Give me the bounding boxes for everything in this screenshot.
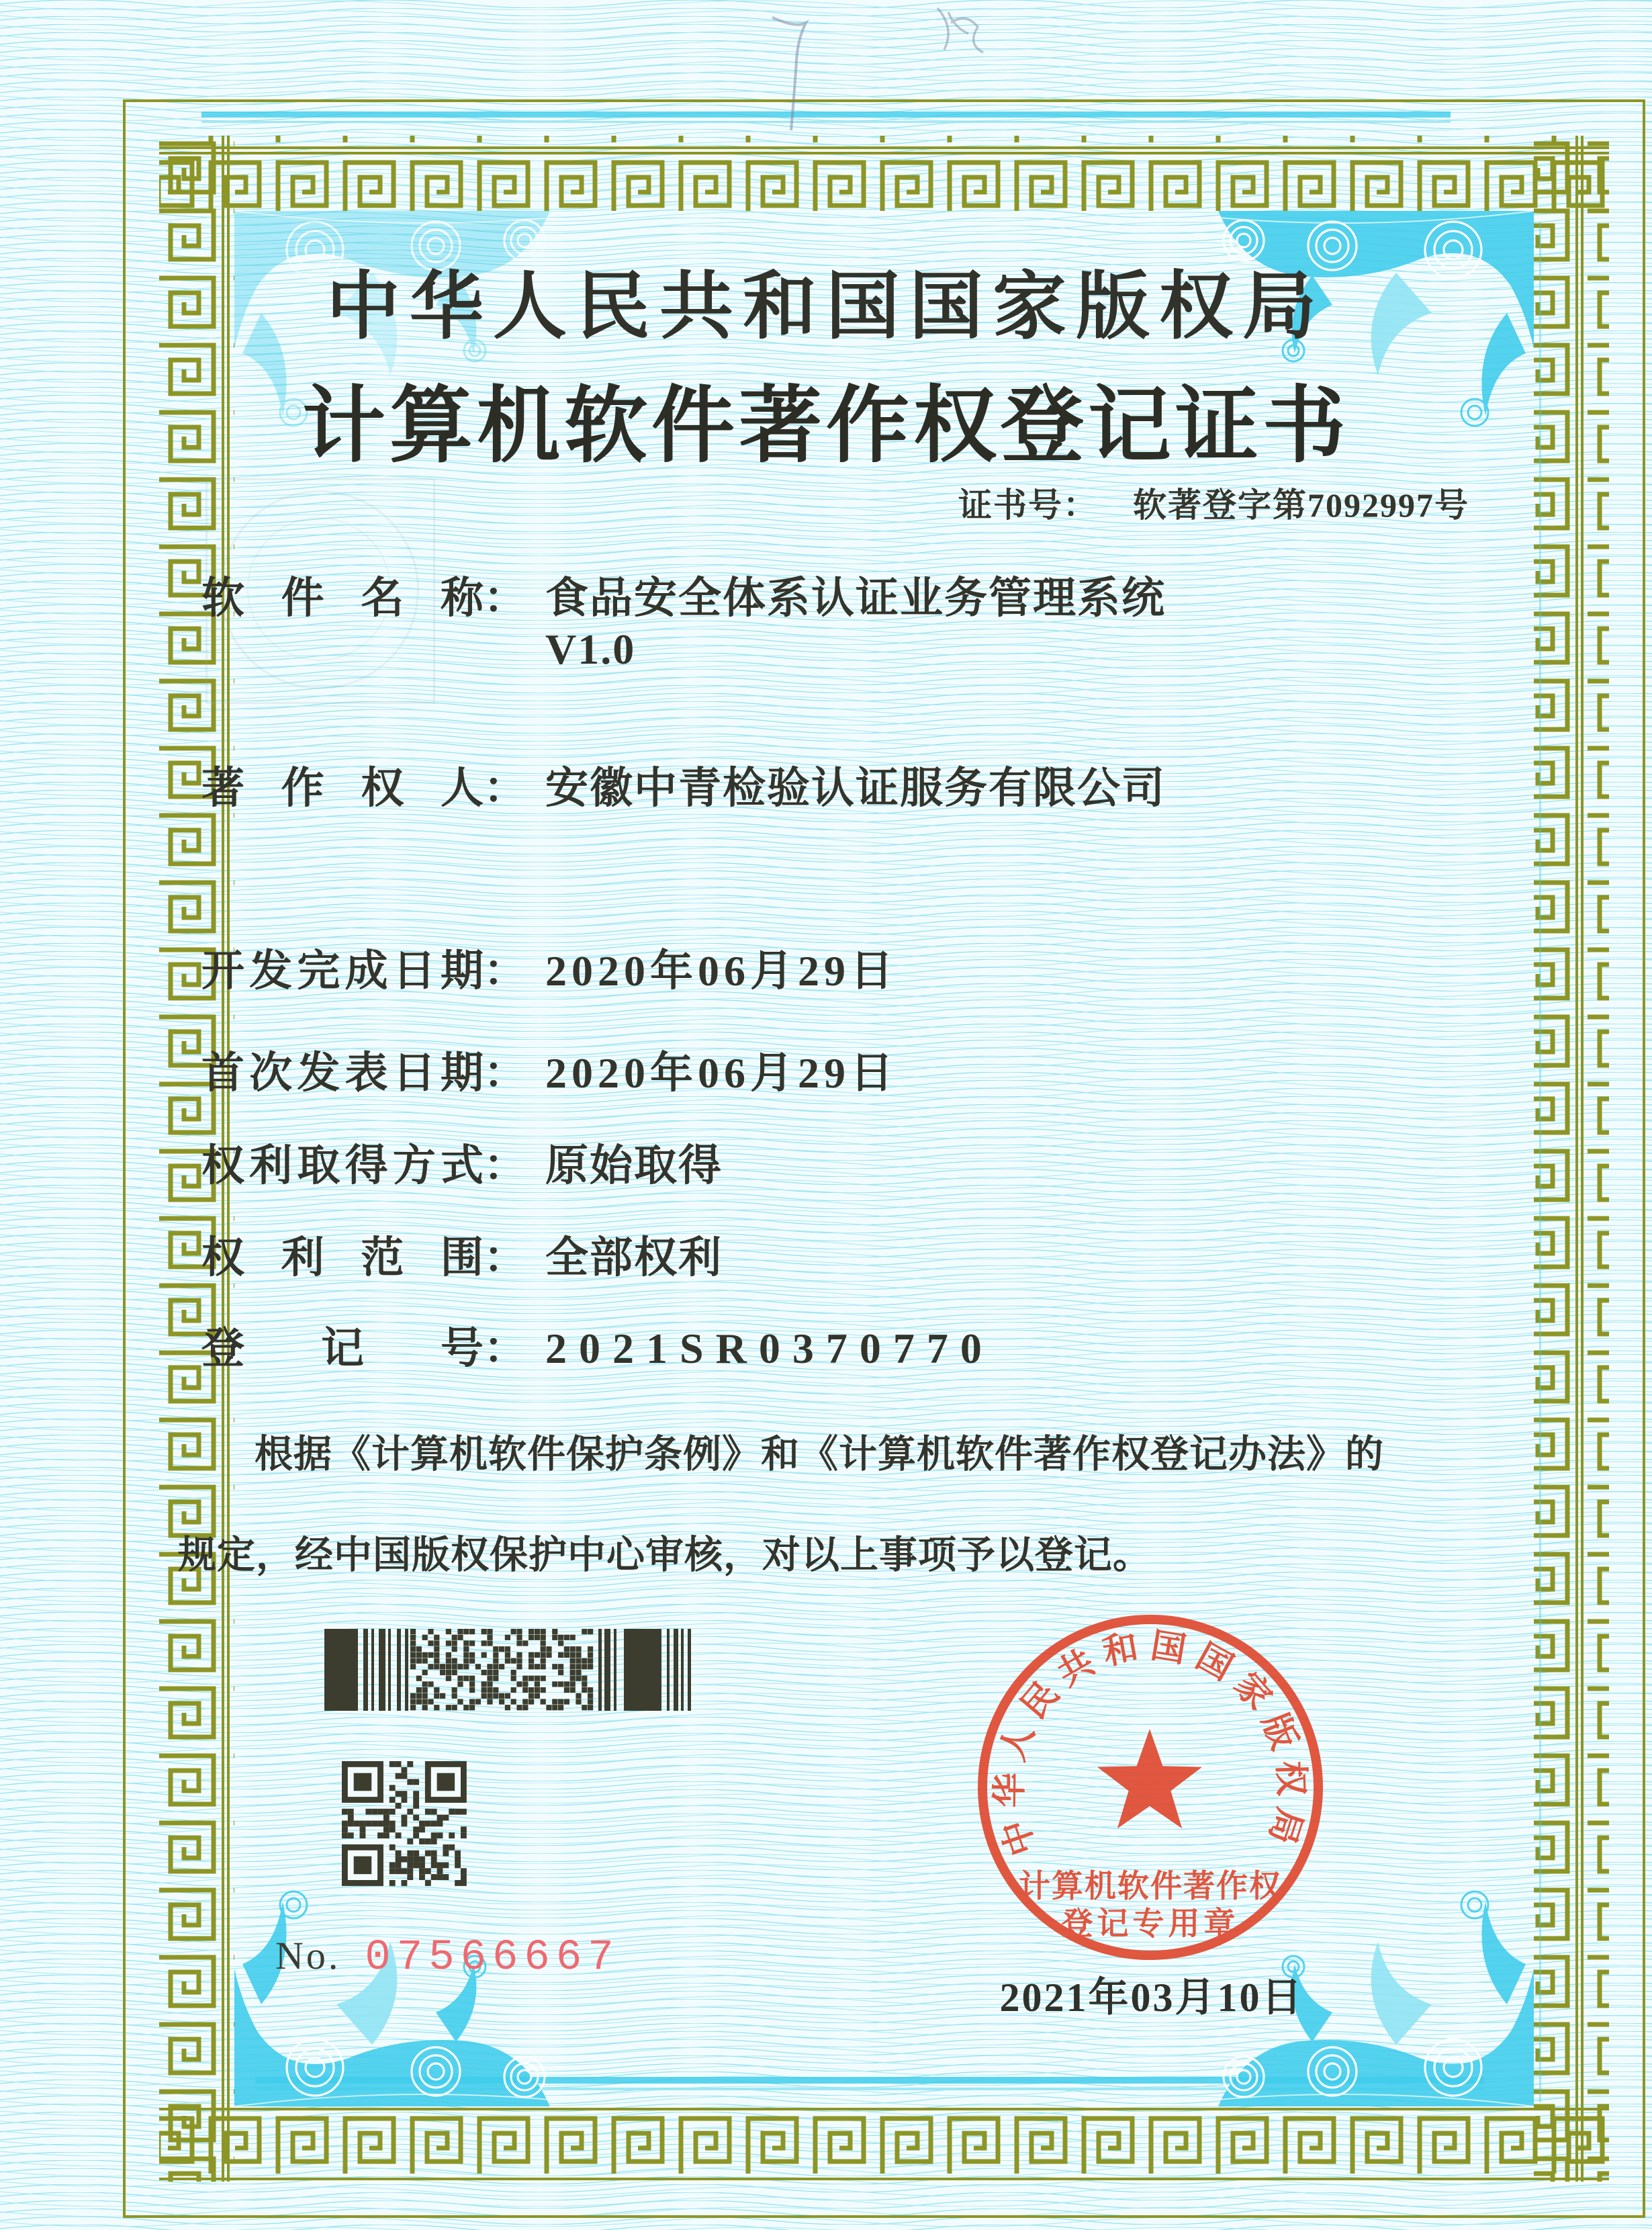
statement-line2: 规定，经中国版权保护中心审核，对以上事项予以登记。	[178, 1534, 1152, 1576]
statement-line1: 根据《计算机软件保护条例》和《计算机软件著作权登记办法》的	[255, 1433, 1384, 1476]
field-value: 全部权利	[545, 1234, 723, 1282]
field-value: 2021SR0370770	[545, 1325, 994, 1372]
official-seal	[982, 1619, 1318, 1955]
field-value: 原始取得	[545, 1142, 723, 1190]
field-label: 权利范围	[201, 1234, 484, 1282]
field-row-rights-scope: 权利范围 ： 全部权利	[201, 1233, 723, 1284]
field-value: 食品安全体系认证业务管理系统 V1.0	[545, 573, 1166, 675]
certificate-number-colon: ：	[1063, 486, 1098, 524]
seal-ring-text: 中华人民共和国国家版权局	[991, 1626, 1310, 1861]
field-row-registration-no: 登记号 ： 2021SR0370770	[201, 1323, 994, 1374]
field-row-software-name: 软件名称 ： 食品安全体系认证业务管理系统 V1.0	[201, 573, 1166, 675]
seal-text-line1: 计算机软件著作权	[1019, 1869, 1282, 1904]
authority-title: 中华人民共和国国家版权局	[326, 266, 1326, 348]
field-label: 开发完成日期	[201, 947, 484, 995]
field-row-copyright-owner: 著作权人 ： 安徽中青检验认证服务有限公司	[201, 763, 1166, 814]
field-value: 2020年06月29日	[545, 947, 898, 995]
field-value-line2: V1.0	[545, 625, 636, 673]
seal-star-icon	[1097, 1729, 1202, 1828]
field-label: 软件名称	[201, 574, 484, 622]
field-label: 首次发表日期	[201, 1049, 484, 1097]
field-label: 权利取得方式	[201, 1142, 484, 1190]
certificate-number-label: 证书号	[958, 486, 1063, 524]
field-row-first-publish-date: 首次发表日期 ： 2020年06月29日	[201, 1048, 898, 1099]
field-row-rights-acquisition: 权利取得方式 ： 原始取得	[201, 1141, 723, 1192]
field-value: 2020年06月29日	[545, 1049, 898, 1097]
field-label: 著作权人	[201, 764, 484, 812]
field-value: 安徽中青检验认证服务有限公司	[545, 764, 1166, 812]
seal-text-line2: 登记专用章	[1061, 1907, 1240, 1942]
field-label: 登记号	[201, 1325, 484, 1372]
certificate-title: 计算机软件著作权登记证书	[302, 380, 1350, 472]
serial-number: 07566667	[365, 1934, 620, 1982]
certificate-number-value: 软著登字第7092997号	[1133, 486, 1469, 524]
field-row-dev-complete-date: 开发完成日期 ： 2020年06月29日	[201, 946, 898, 997]
serial-prefix: No.	[275, 1934, 341, 1977]
issue-date: 2021年03月10日	[999, 1975, 1304, 2020]
